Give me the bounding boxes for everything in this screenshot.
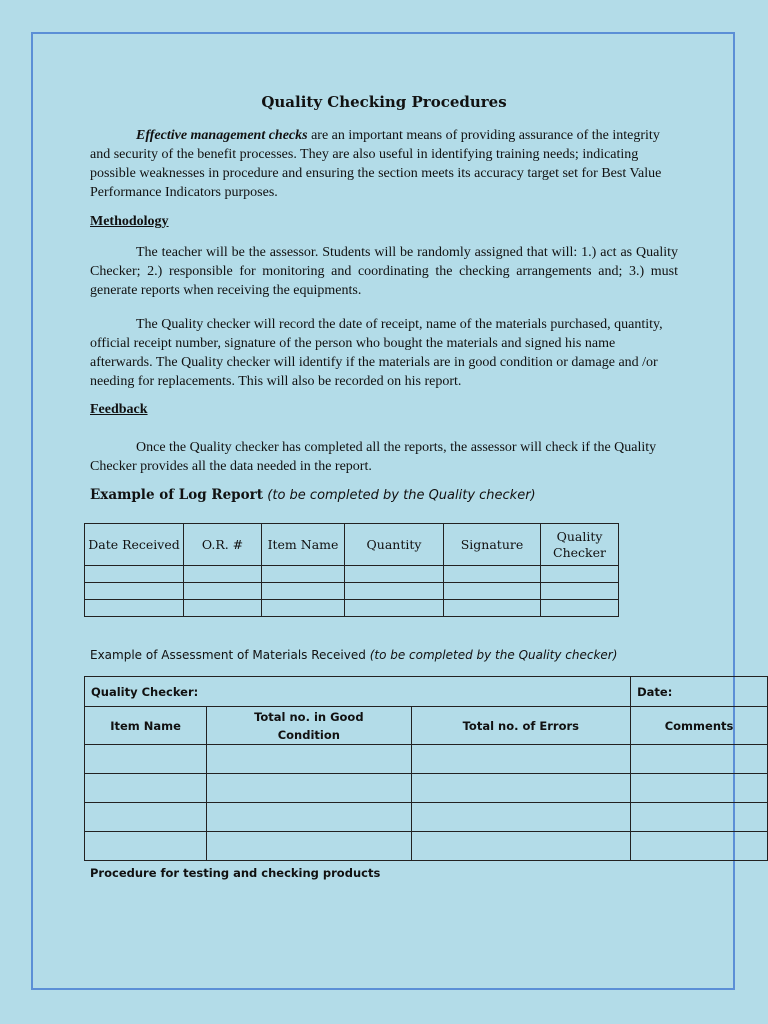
log-header-quality-checker: Quality Checker [541,524,619,566]
page-title: Quality Checking Procedures [261,93,507,111]
intro-paragraph [90,126,678,202]
table-row [85,583,619,600]
log-report-caption [90,487,536,503]
log-report-caption-title: Example of Log Report [90,487,263,503]
methodology-text-1: The teacher will be the assessor. Students will be randomly assigned that will: 1.) act as Quality Checker; 2.) responsible for monitoring and coordinating the checking arrangements and; 3.) must generate reports when receiving the equipments. [90,245,678,298]
assessment-caption-note: (to be completed by the Quality checker) [369,648,618,662]
assessment-caption-title: Example of Assessment of Materials Received [90,648,366,662]
log-header-quantity: Quantity [345,524,444,566]
assessment-table [84,676,768,861]
assess-header-good-condition: Total no. in Good Condition [207,707,411,745]
methodology-paragraph-1 [90,243,678,300]
methodology-heading: Methodology [90,214,169,229]
log-header-date-received: Date Received [85,524,184,566]
assess-header-item-name: Item Name [85,707,207,745]
log-header-item-name: Item Name [262,524,345,566]
feedback-paragraph [90,438,678,476]
log-header-signature: Signature [444,524,541,566]
footer-caption: Procedure for testing and checking products [90,866,381,880]
log-report-caption-note: (to be completed by the Quality checker) [267,488,536,503]
log-report-table [84,523,619,617]
table-row [85,566,619,583]
methodology-text-2: The Quality checker will record the date of receipt, name of the materials purchased, quantity, official receipt number, signature of the person who bought the materials and signed his name afterwards. The Quality checker will identify if the materials are in good condition or damage and /or needing for replacements. This will also be recorded on his report. [90,317,663,389]
table-row [85,832,768,861]
intro-text: are an important means of providing assurance of the integrity and security of the benefit processes. They are also useful in identifying training needs; indicating possible weaknesses in procedure and ensuring the section meets its accuracy target set for Best Value Performance Indicators purposes. [90,128,662,200]
date-label: Date: [631,677,768,707]
assess-header-errors: Total no. of Errors [411,707,631,745]
feedback-text: Once the Quality checker has completed all the reports, the assessor will check if the Quality Checker provides all the data needed in the report. [90,440,657,474]
table-row [85,774,768,803]
intro-emphasis: Effective management checks [136,128,308,143]
feedback-heading: Feedback [90,402,148,417]
log-header-or-number: O.R. # [184,524,262,566]
assessment-caption [90,648,617,662]
quality-checker-label: Quality Checker: [85,677,631,707]
table-row [85,745,768,774]
methodology-paragraph-2 [90,315,678,391]
table-row [85,600,619,617]
table-row [85,803,768,832]
assess-header-comments: Comments [631,707,768,745]
